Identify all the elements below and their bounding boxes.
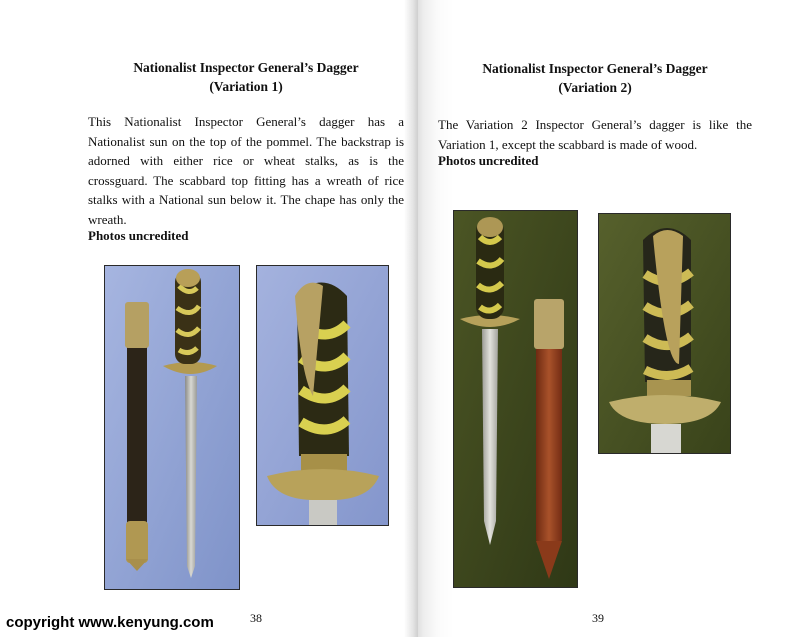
right-photo-credit: Photos uncredited bbox=[438, 153, 539, 168]
photo-variation2-closeup-image bbox=[599, 214, 730, 453]
left-page-number: 38 bbox=[250, 611, 262, 625]
left-page-title bbox=[88, 58, 404, 96]
copyright-watermark: copyright www.kenyung.com bbox=[6, 614, 214, 631]
right-title-line2: (Variation 2) bbox=[558, 80, 632, 95]
photo-variation1-full-image bbox=[105, 266, 239, 589]
photo-variation1-closeup bbox=[256, 265, 389, 526]
book-gutter bbox=[404, 0, 418, 637]
right-title-line1: Nationalist Inspector General’s Dagger bbox=[482, 61, 708, 76]
photo-variation2-full-image bbox=[454, 211, 577, 587]
left-title-line1: Nationalist Inspector General’s Dagger bbox=[133, 60, 359, 75]
photo-variation2-full bbox=[453, 210, 578, 588]
photo-variation1-closeup-image bbox=[257, 266, 388, 525]
photo-variation1-full bbox=[104, 265, 240, 590]
left-title-line2: (Variation 1) bbox=[209, 79, 283, 94]
photo-variation2-closeup bbox=[598, 213, 731, 454]
right-page-title bbox=[438, 59, 752, 97]
right-page-body: The Variation 2 Inspector General’s dagger is like the Variation 1, except the scabbard is made of wood. bbox=[438, 117, 752, 152]
right-page-number: 39 bbox=[592, 611, 604, 625]
left-page-body: This Nationalist Inspector General’s dagger has a Nationalist sun on the top of the pommel. The backstrap is adorned with either rice or wheat stalks, as is the crossguard. The scabbard top fitting has a wreath of rice stalks with a National sun below it. The chape has only the wreath. bbox=[88, 114, 404, 227]
left-photo-credit: Photos uncredited bbox=[88, 228, 189, 243]
